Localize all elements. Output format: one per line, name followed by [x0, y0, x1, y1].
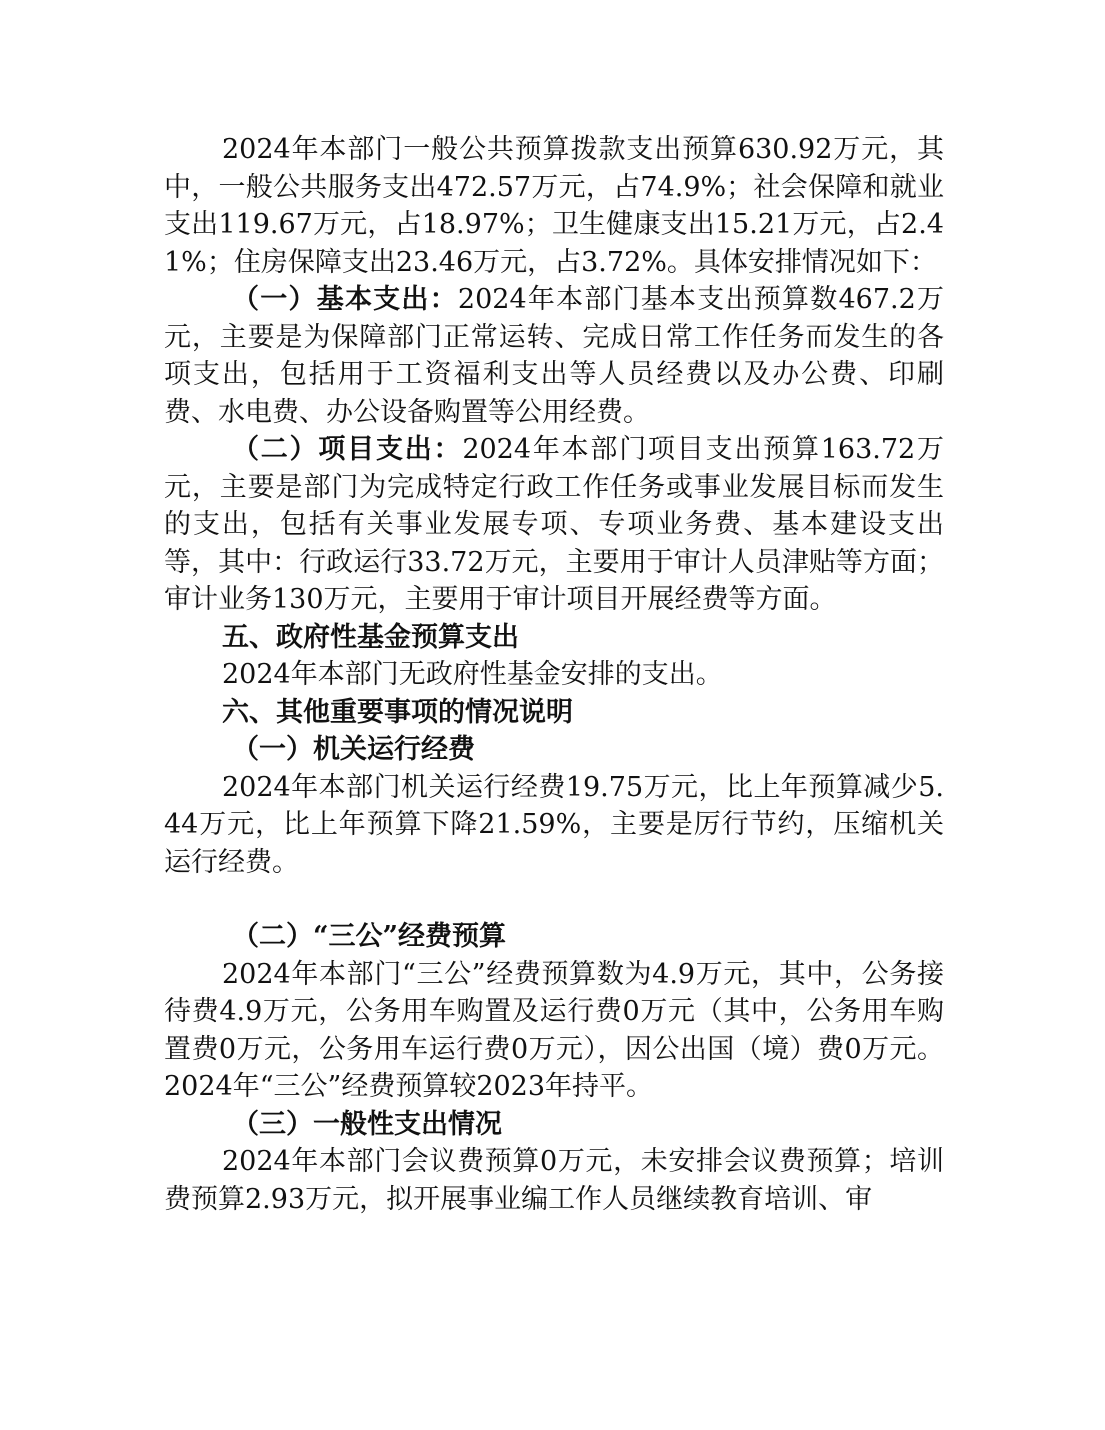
paragraph-basic-expenditure [164, 281, 944, 431]
blank-line [164, 881, 944, 918]
paragraph-general-expenditure: 2024年本部门会议费预算0万元，未安排会议费预算；培训费预算2.93万元，拟开展事业编工作人员继续教育培训、审 [164, 1146, 944, 1215]
section-heading-government-fund: 五、政府性基金预算支出 [222, 621, 519, 653]
project-expenditure-text: 2024年本部门项目支出预算163.72万元，主要是部门为完成特定行政工作任务或事业发展目标而发生的支出，包括有关事业发展专项、专项业务费、基本建设支出等，其中：行政运行33.72万元，主要用于审计人员津贴等方面；审计业务130万元，主要用于审计项目开展经费等方面。 [164, 434, 945, 615]
basic-expenditure-text: 2024年本部门基本支出预算数467.2万元，主要是为保障部门正常运转、完成日常工作任务而发生的各项支出，包括用于工资福利支出等人员经费以及办公费、印刷费、水电费、办公设备购置等公用经费。 [164, 284, 944, 428]
project-expenditure-lead: （二）项目支出： [232, 434, 463, 465]
section-heading-other-matters: 六、其他重要事项的情况说明 [222, 696, 573, 728]
paragraph-project-expenditure [164, 431, 944, 619]
basic-expenditure-lead: （一）基本支出： [232, 284, 458, 315]
document-body [164, 131, 944, 1218]
subheading-operating-expenses: （一）机关运行经费 [232, 734, 475, 765]
paragraph-general-budget: 2024年本部门一般公共预算拨款支出预算630.92万元，其中，一般公共服务支出472.57万元，占74.9%；社会保障和就业支出119.67万元，占18.97%；卫生健康支出15.21万元，占2.41%；住房保障支出23.46万元，占3.72%。具体安排情况如下： [164, 134, 944, 278]
paragraph-operating-expenses: 2024年本部门机关运行经费19.75万元，比上年预算减少5.44万元，比上年预算下降21.59%，主要是厉行节约，压缩机关运行经费。 [164, 771, 944, 878]
paragraph-government-fund: 2024年本部门无政府性基金安排的支出。 [222, 659, 723, 690]
subheading-three-public-expenses: （二）“三公”经费预算 [232, 921, 507, 952]
paragraph-three-public-expenses: 2024年本部门“三公”经费预算数为4.9万元，其中，公务接待费4.9万元，公务用车购置及运行费0万元（其中，公务用车购置费0万元，公务用车运行费0万元），因公出国（境）费0万元。2024年“三公”经费预算较2023年持平。 [164, 958, 944, 1102]
subheading-general-expenditure: （三）一般性支出情况 [232, 1108, 502, 1140]
